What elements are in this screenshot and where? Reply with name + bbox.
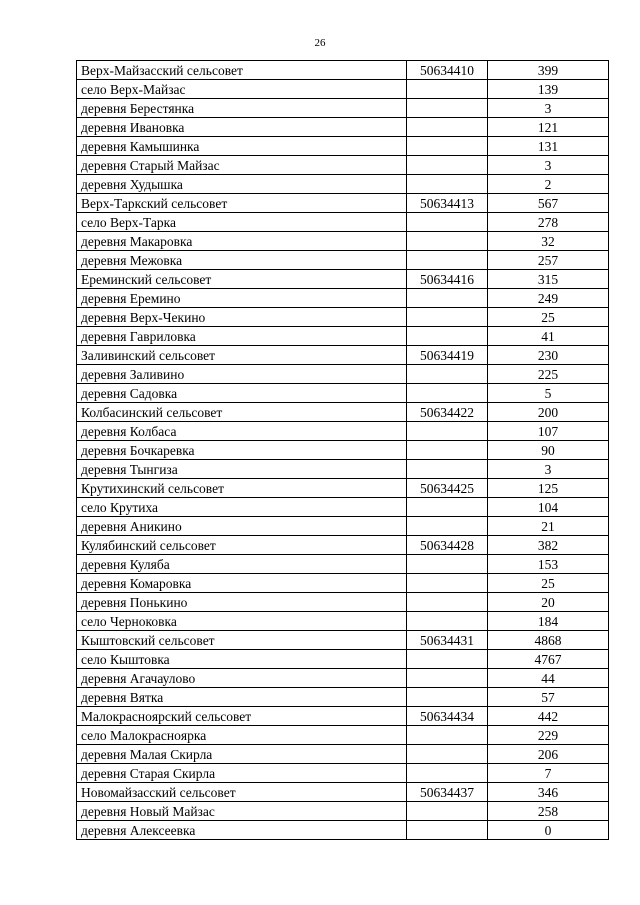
population-cell: 3 bbox=[488, 156, 609, 175]
population-cell: 2 bbox=[488, 175, 609, 194]
settlement-name-cell: Верх-Таркский сельсовет bbox=[77, 194, 407, 213]
oktmo-code-cell bbox=[407, 764, 488, 783]
oktmo-code-cell bbox=[407, 688, 488, 707]
population-cell: 200 bbox=[488, 403, 609, 422]
population-cell: 32 bbox=[488, 232, 609, 251]
population-cell: 121 bbox=[488, 118, 609, 137]
table-row bbox=[77, 137, 609, 156]
oktmo-code-cell bbox=[407, 460, 488, 479]
population-cell: 567 bbox=[488, 194, 609, 213]
table-row bbox=[77, 726, 609, 745]
table-row bbox=[77, 631, 609, 650]
oktmo-code-cell bbox=[407, 498, 488, 517]
oktmo-code-cell bbox=[407, 555, 488, 574]
population-cell: 3 bbox=[488, 99, 609, 118]
page-number: 26 bbox=[314, 37, 326, 49]
table-row bbox=[77, 99, 609, 118]
settlement-name-cell: село Верх-Тарка bbox=[77, 213, 407, 232]
oktmo-code-cell: 50634437 bbox=[407, 783, 488, 802]
oktmo-code-cell: 50634413 bbox=[407, 194, 488, 213]
table-row bbox=[77, 346, 609, 365]
oktmo-code-cell bbox=[407, 593, 488, 612]
oktmo-code-cell bbox=[407, 251, 488, 270]
table-row bbox=[77, 289, 609, 308]
table-row bbox=[77, 251, 609, 270]
settlement-name-cell: деревня Бочкаревка bbox=[77, 441, 407, 460]
oktmo-code-cell bbox=[407, 802, 488, 821]
settlement-name-cell: село Черноковка bbox=[77, 612, 407, 631]
table-row bbox=[77, 422, 609, 441]
settlement-name-cell: Новомайзасский сельсовет bbox=[77, 783, 407, 802]
oktmo-code-cell bbox=[407, 175, 488, 194]
oktmo-code-cell bbox=[407, 137, 488, 156]
oktmo-code-cell bbox=[407, 99, 488, 118]
oktmo-code-cell bbox=[407, 422, 488, 441]
population-cell: 257 bbox=[488, 251, 609, 270]
population-cell: 20 bbox=[488, 593, 609, 612]
oktmo-code-cell bbox=[407, 517, 488, 536]
settlement-name-cell: деревня Верх-Чекино bbox=[77, 308, 407, 327]
population-cell: 153 bbox=[488, 555, 609, 574]
population-cell: 25 bbox=[488, 308, 609, 327]
settlement-name-cell: Колбасинский сельсовет bbox=[77, 403, 407, 422]
table-row bbox=[77, 403, 609, 422]
population-cell: 90 bbox=[488, 441, 609, 460]
settlement-name-cell: деревня Вятка bbox=[77, 688, 407, 707]
settlements-table bbox=[76, 60, 609, 840]
settlement-name-cell: деревня Алексеевка bbox=[77, 821, 407, 840]
population-cell: 4868 bbox=[488, 631, 609, 650]
table-row bbox=[77, 156, 609, 175]
population-cell: 44 bbox=[488, 669, 609, 688]
settlement-name-cell: деревня Худышка bbox=[77, 175, 407, 194]
settlement-name-cell: деревня Колбаса bbox=[77, 422, 407, 441]
table-row bbox=[77, 574, 609, 593]
settlement-name-cell: деревня Тынгиза bbox=[77, 460, 407, 479]
settlement-name-cell: деревня Куляба bbox=[77, 555, 407, 574]
oktmo-code-cell: 50634425 bbox=[407, 479, 488, 498]
settlement-name-cell: деревня Заливино bbox=[77, 365, 407, 384]
oktmo-code-cell bbox=[407, 232, 488, 251]
population-cell: 25 bbox=[488, 574, 609, 593]
table-row bbox=[77, 593, 609, 612]
population-cell: 0 bbox=[488, 821, 609, 840]
table-row bbox=[77, 821, 609, 840]
population-cell: 315 bbox=[488, 270, 609, 289]
table-row bbox=[77, 669, 609, 688]
population-cell: 184 bbox=[488, 612, 609, 631]
oktmo-code-cell bbox=[407, 726, 488, 745]
table-row bbox=[77, 783, 609, 802]
table-row bbox=[77, 365, 609, 384]
oktmo-code-cell bbox=[407, 669, 488, 688]
population-cell: 104 bbox=[488, 498, 609, 517]
table-row bbox=[77, 232, 609, 251]
population-cell: 229 bbox=[488, 726, 609, 745]
table-row bbox=[77, 498, 609, 517]
population-cell: 225 bbox=[488, 365, 609, 384]
oktmo-code-cell bbox=[407, 574, 488, 593]
table-row bbox=[77, 118, 609, 137]
population-cell: 57 bbox=[488, 688, 609, 707]
population-cell: 278 bbox=[488, 213, 609, 232]
table-row bbox=[77, 384, 609, 403]
population-cell: 3 bbox=[488, 460, 609, 479]
table-row bbox=[77, 536, 609, 555]
table-row bbox=[77, 80, 609, 99]
table-row bbox=[77, 479, 609, 498]
table-row bbox=[77, 650, 609, 669]
oktmo-code-cell bbox=[407, 289, 488, 308]
settlement-name-cell: деревня Ивановка bbox=[77, 118, 407, 137]
table-row bbox=[77, 327, 609, 346]
table-row bbox=[77, 802, 609, 821]
population-cell: 131 bbox=[488, 137, 609, 156]
settlement-name-cell: село Кыштовка bbox=[77, 650, 407, 669]
population-cell: 206 bbox=[488, 745, 609, 764]
population-cell: 7 bbox=[488, 764, 609, 783]
table-row bbox=[77, 213, 609, 232]
population-cell: 258 bbox=[488, 802, 609, 821]
settlement-name-cell: деревня Межовка bbox=[77, 251, 407, 270]
oktmo-code-cell bbox=[407, 745, 488, 764]
settlement-name-cell: деревня Старый Майзас bbox=[77, 156, 407, 175]
population-cell: 249 bbox=[488, 289, 609, 308]
settlement-name-cell: деревня Камышинка bbox=[77, 137, 407, 156]
settlement-name-cell: село Крутиха bbox=[77, 498, 407, 517]
table-row bbox=[77, 308, 609, 327]
oktmo-code-cell bbox=[407, 156, 488, 175]
oktmo-code-cell: 50634431 bbox=[407, 631, 488, 650]
settlement-name-cell: Малокраснoярский сельсовет bbox=[77, 707, 407, 726]
table-row bbox=[77, 194, 609, 213]
settlement-name-cell: деревня Берестянка bbox=[77, 99, 407, 118]
settlement-name-cell: деревня Малая Скирла bbox=[77, 745, 407, 764]
population-cell: 41 bbox=[488, 327, 609, 346]
population-cell: 21 bbox=[488, 517, 609, 536]
table-row bbox=[77, 270, 609, 289]
oktmo-code-cell: 50634428 bbox=[407, 536, 488, 555]
table-row bbox=[77, 517, 609, 536]
table-row bbox=[77, 441, 609, 460]
oktmo-code-cell bbox=[407, 612, 488, 631]
settlements-table-body bbox=[77, 61, 609, 840]
oktmo-code-cell bbox=[407, 384, 488, 403]
population-cell: 442 bbox=[488, 707, 609, 726]
oktmo-code-cell: 50634419 bbox=[407, 346, 488, 365]
table-row bbox=[77, 707, 609, 726]
settlement-name-cell: деревня Агачаулово bbox=[77, 669, 407, 688]
population-cell: 230 bbox=[488, 346, 609, 365]
population-cell: 4767 bbox=[488, 650, 609, 669]
oktmo-code-cell: 50634422 bbox=[407, 403, 488, 422]
settlement-name-cell: деревня Аникино bbox=[77, 517, 407, 536]
settlement-name-cell: село Верх-Майзас bbox=[77, 80, 407, 99]
population-cell: 139 bbox=[488, 80, 609, 99]
oktmo-code-cell bbox=[407, 308, 488, 327]
settlement-name-cell: деревня Гавриловка bbox=[77, 327, 407, 346]
table-row bbox=[77, 175, 609, 194]
oktmo-code-cell: 50634434 bbox=[407, 707, 488, 726]
settlement-name-cell: деревня Комаровка bbox=[77, 574, 407, 593]
table-row bbox=[77, 764, 609, 783]
settlement-name-cell: Крутихинский сельсовет bbox=[77, 479, 407, 498]
oktmo-code-cell bbox=[407, 118, 488, 137]
settlement-name-cell: Кулябинский сельсовет bbox=[77, 536, 407, 555]
settlement-name-cell: деревня Старая Скирла bbox=[77, 764, 407, 783]
settlement-name-cell: деревня Новый Майзас bbox=[77, 802, 407, 821]
oktmo-code-cell bbox=[407, 365, 488, 384]
table-row bbox=[77, 745, 609, 764]
oktmo-code-cell bbox=[407, 650, 488, 669]
population-cell: 346 bbox=[488, 783, 609, 802]
table-row bbox=[77, 688, 609, 707]
table-row bbox=[77, 61, 609, 80]
oktmo-code-cell bbox=[407, 213, 488, 232]
oktmo-code-cell bbox=[407, 821, 488, 840]
oktmo-code-cell bbox=[407, 441, 488, 460]
settlement-name-cell: Ереминский сельсовет bbox=[77, 270, 407, 289]
table-row bbox=[77, 612, 609, 631]
oktmo-code-cell bbox=[407, 80, 488, 99]
settlement-name-cell: деревня Понькино bbox=[77, 593, 407, 612]
settlement-name-cell: деревня Еремино bbox=[77, 289, 407, 308]
settlement-name-cell: Заливинский сельсовет bbox=[77, 346, 407, 365]
settlement-name-cell: Верх-Майзасский сельсовет bbox=[77, 61, 407, 80]
table-row bbox=[77, 460, 609, 479]
population-cell: 382 bbox=[488, 536, 609, 555]
oktmo-code-cell: 50634416 bbox=[407, 270, 488, 289]
population-cell: 399 bbox=[488, 61, 609, 80]
settlement-name-cell: деревня Макаровка bbox=[77, 232, 407, 251]
settlement-name-cell: Кыштовский сельсовет bbox=[77, 631, 407, 650]
population-cell: 107 bbox=[488, 422, 609, 441]
population-cell: 125 bbox=[488, 479, 609, 498]
settlement-name-cell: село Малокраснoярка bbox=[77, 726, 407, 745]
oktmo-code-cell bbox=[407, 327, 488, 346]
population-cell: 5 bbox=[488, 384, 609, 403]
table-row bbox=[77, 555, 609, 574]
settlement-name-cell: деревня Садовка bbox=[77, 384, 407, 403]
oktmo-code-cell: 50634410 bbox=[407, 61, 488, 80]
